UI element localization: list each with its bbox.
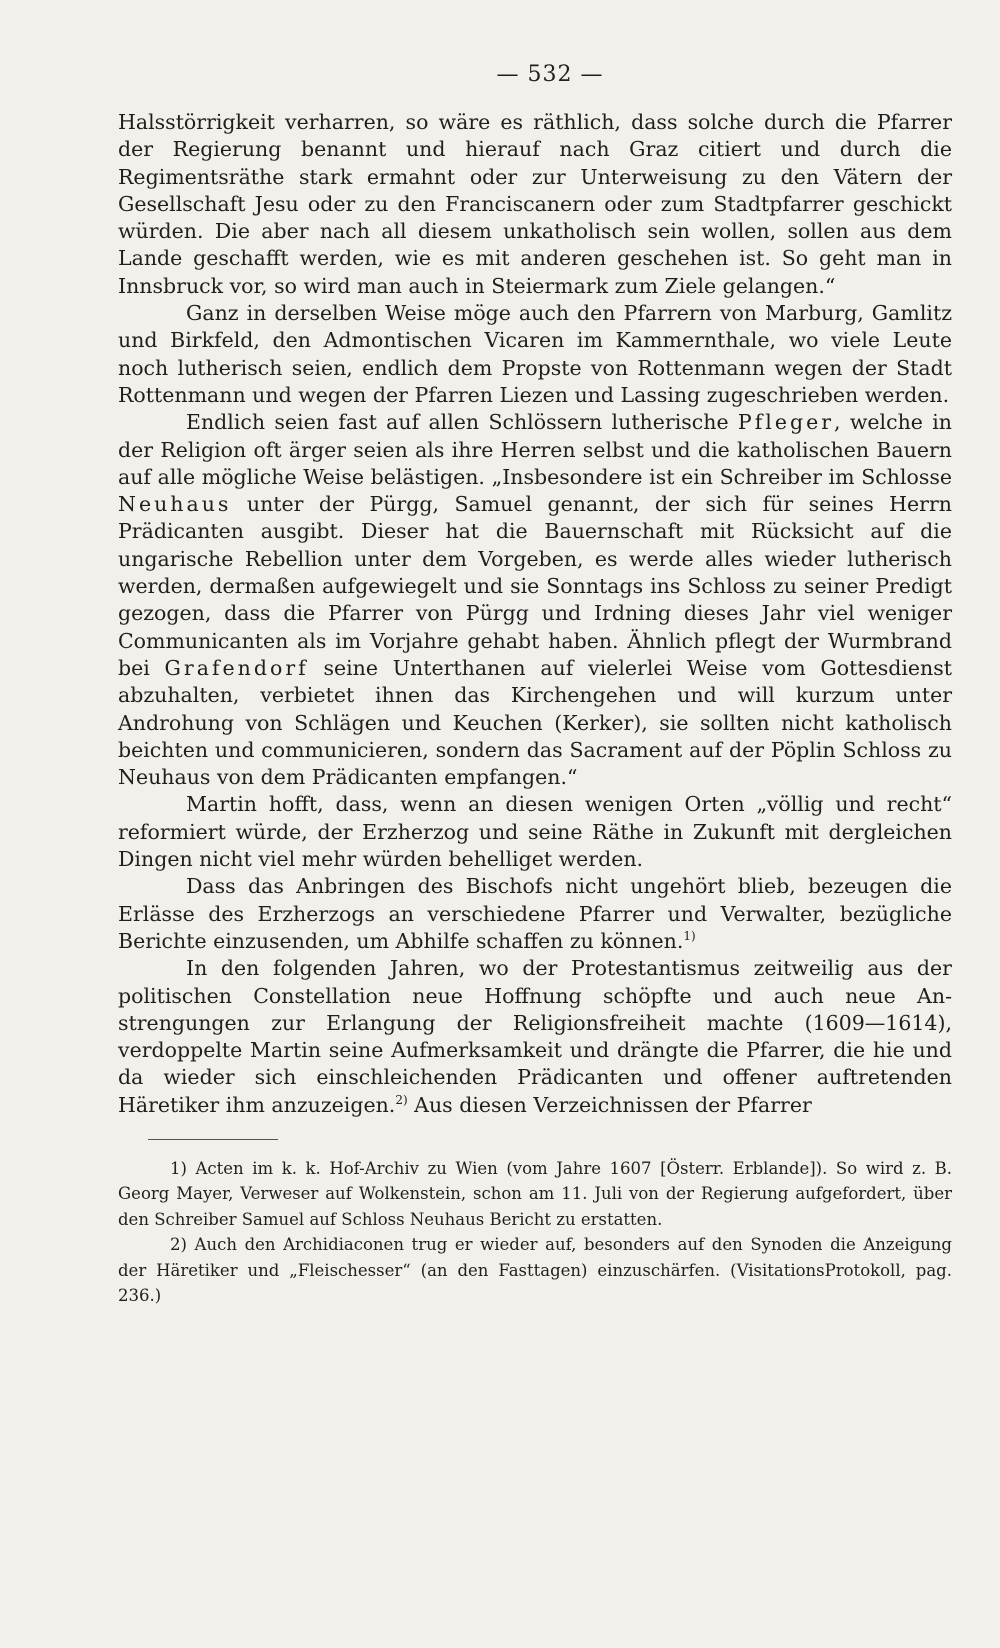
- body-text: [118, 109, 952, 1119]
- footnote-divider: [148, 1139, 278, 1140]
- footnote-ref: 1): [683, 929, 696, 944]
- text-run: unter der Pürgg, Samuel genannt, der sich für seines Herrn Prädicanten ausgibt. Dieser hat die Bauernschaft mit Rücksicht auf die ungarische Rebellion unter dem Vorgeben, es werde alles wieder lutherisch werden, dermaßen aufgewiegelt und sie Sonntags ins Schloss zu seiner Predigt gezogen, dass die Pfarrer von Pürgg und Irdning dieses Jahr viel weniger Communicanten als im Vorjahre gehabt haben. Ähnlich pflegt der Wurmbrand bei: [118, 492, 952, 680]
- text-run: , welche in der Religion oft ärger seien als ihre Herren selbst und die katholischen Bauern auf alle mögliche Weise belästigen. „Insbesondere ist ein Schreiber im Schlosse: [118, 410, 952, 489]
- text-run: Dass das Anbringen des Bischofs nicht ungehört blieb, bezeugen die Erlässe des Erzherzogs an verschiedene Pfarrer und Verwalter, bezügliche Berichte einzusenden, um Abhilfe schaffen zu können.: [118, 874, 952, 953]
- page-number: — 532 —: [496, 62, 604, 87]
- text-run: In den folgenden Jahren, wo der Protestantismus zeitweilig aus der politischen Constellation neue Hoffnung schöpfte und auch neue Anstrengungen zur Erlangung der Religionsfreiheit machte (1609—1614), verdoppelte Martin seine Aufmerksamkeit und drängte die Pfarrer, die hie und da wieder sich einschleichenden Prädicanten und offener auftretenden Häretiker ihm anzuzeigen.: [118, 956, 952, 1117]
- text-run: seine Unterthanen auf vielerlei Weise vom Gottesdienst abzuhalten, verbietet ihnen das Kirchengehen und will kurzum unter Androhung von Schlägen und Keuchen (Kerker), sie sollten nicht katholisch beichten und communicieren, sondern das Sacrament auf der Pöplin Schloss zu Neuhaus von dem Prädicanten empfangen.“: [118, 655, 952, 790]
- text-run: Aus diesen Verzeichnissen der Pfarrer: [407, 1092, 812, 1117]
- paragraph: [118, 409, 952, 791]
- footnote: 2) Auch den Archidiaconen trug er wieder auf, besonders auf den Synoden die Anzeigung der Häretiker und „Fleischesser“ (an den Fasttagen) einzuschärfen. (VisitationsProtokoll, pag. 236.): [118, 1235, 952, 1306]
- footnote-ref: 2): [395, 1092, 408, 1107]
- spaced-word: Neuhaus: [118, 492, 232, 517]
- paragraph: [118, 109, 952, 300]
- text-run: Martin hofft, dass, wenn an diesen wenigen Orten „völlig und recht“ reformiert würde, der Erzherzog und seine Räthe in Zukunft mit dergleichen Dingen nicht viel mehr würden behelliget werden.: [118, 792, 952, 872]
- footnotes: [118, 1156, 952, 1309]
- text-run: Ganz in derselben Weise möge auch den Pfarrern von Marburg, Gamlitz und Birkfeld, den Admontischen Vicaren im Kammernthale, wo viele Leute noch lutherisch seien, endlich dem Propste von Rottenmann wegen der Stadt Rottenmann und wegen der Pfarren Liezen und Lassing zugeschrieben werden.: [118, 301, 952, 407]
- text-run: Halsstörrigkeit verharren, so wäre es räthlich, dass solche durch die Pfarrer der Regierung benannt und hierauf nach Graz citiert und durch die Regimentsräthe stark ermahnt oder zur Unterweisung zu den Vätern der Gesellschaft Jesu oder zu den Franciscanern oder zum Stadtpfarrer geschickt würden. Die aber nach all diesem unkatholisch sein wollen, sollen aus dem Lande geschafft werden, wie es mit anderen geschehen ist. So geht man in Innsbruck vor, so wird man auch in Steiermark zum Ziele gelangen.“: [118, 110, 952, 298]
- spaced-word: Pfleger: [737, 410, 835, 435]
- spaced-word: Grafendorf: [164, 655, 309, 680]
- paragraph: [118, 791, 952, 873]
- footnote: 1) Acten im k. k. Hof-Archiv zu Wien (vom Jahre 1607 [Österr. Erblande]). So wird z. B. Georg Mayer, Verweser auf Wolkenstein, schon am 11. Juli von der Regierung aufgefordert, über den Schreiber Samuel auf Schloss Neuhaus Bericht zu erstatten.: [118, 1158, 952, 1229]
- paragraph: [118, 873, 952, 955]
- paragraph: [118, 955, 952, 1119]
- paragraph: [118, 300, 952, 409]
- text-run: Endlich seien fast auf allen Schlössern lutherische: [186, 410, 738, 435]
